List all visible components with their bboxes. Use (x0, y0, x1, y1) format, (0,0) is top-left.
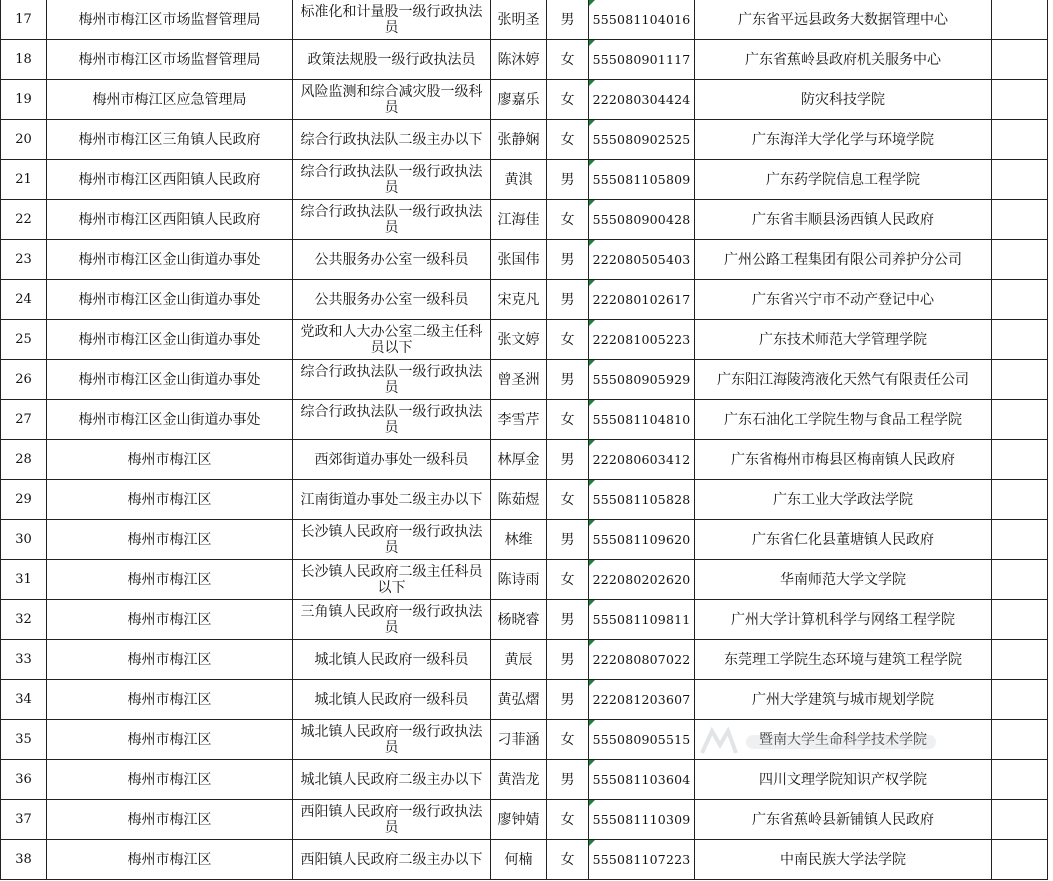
name-cell: 廖嘉乐 (491, 80, 547, 120)
workplace-cell: 广东省丰顺县汤西镇人民政府 (695, 200, 992, 240)
row-number-cell: 37 (1, 800, 47, 840)
position-cell (293, 480, 491, 520)
remark-cell (992, 0, 1048, 40)
name-cell: 张文婷 (491, 320, 547, 360)
workplace-cell: 广东省仁化县董塘镇人民政府 (695, 520, 992, 560)
unit-cell: 梅州市梅江区金山街道办事处 (47, 400, 293, 440)
unit-cell: 梅州市梅江区 (47, 680, 293, 720)
remark-cell (992, 400, 1048, 440)
table-row (1, 120, 1048, 160)
ticket-number-cell: 222080304424 (589, 80, 695, 120)
ticket-number-cell: 555081104810 (589, 400, 695, 440)
gender-cell: 女 (547, 840, 589, 880)
ticket-number-cell: 222080505403 (589, 240, 695, 280)
position-text: 西郊街道办事处一级科员 (314, 451, 469, 468)
row-number-cell: 18 (1, 40, 47, 80)
name-cell: 黄弘熠 (491, 680, 547, 720)
workplace-cell: 广州公路工程集团有限公司养护分公司 (695, 240, 992, 280)
ticket-number-cell: 222080603412 (589, 440, 695, 480)
gender-cell: 女 (547, 720, 589, 760)
name-cell: 李雪芹 (491, 400, 547, 440)
name-cell: 张静娴 (491, 120, 547, 160)
gender-cell: 女 (547, 120, 589, 160)
position-cell (293, 600, 491, 640)
position-text: 综合行政执法队二级主办以下 (300, 131, 483, 148)
table-row (1, 840, 1048, 880)
gender-cell: 男 (547, 280, 589, 320)
row-number-cell: 21 (1, 160, 47, 200)
remark-cell (992, 680, 1048, 720)
position-text: 综合行政执法队一级行政执法员 (300, 203, 483, 236)
gender-cell: 女 (547, 400, 589, 440)
ticket-number-cell: 222080807022 (589, 640, 695, 680)
name-cell: 何楠 (491, 840, 547, 880)
position-text: 综合行政执法队一级行政执法员 (300, 363, 483, 396)
ticket-number-cell: 222080102617 (589, 280, 695, 320)
name-cell: 黄浩龙 (491, 760, 547, 800)
ticket-number-cell: 222080202620 (589, 560, 695, 600)
ticket-number-cell: 222081005223 (589, 320, 695, 360)
unit-cell: 梅州市梅江区市场监督管理局 (47, 0, 293, 40)
position-text: 标准化和计量股一级行政执法员 (300, 3, 483, 36)
unit-cell: 梅州市梅江区 (47, 720, 293, 760)
position-cell (293, 800, 491, 840)
ticket-number-cell: 555081107223 (589, 840, 695, 880)
name-cell: 陈诗雨 (491, 560, 547, 600)
unit-cell: 梅州市梅江区金山街道办事处 (47, 280, 293, 320)
position-cell (293, 720, 491, 760)
name-cell: 陈茹煜 (491, 480, 547, 520)
name-cell: 杨晓睿 (491, 600, 547, 640)
table-row (1, 360, 1048, 400)
position-text: 政策法规股一级行政执法员 (307, 51, 476, 68)
gender-cell: 女 (547, 560, 589, 600)
workplace-cell: 暨南大学生命科学技术学院 (695, 720, 992, 760)
position-cell (293, 360, 491, 400)
gender-cell: 男 (547, 680, 589, 720)
position-text: 城北镇人民政府一级科员 (314, 651, 469, 668)
row-number-cell: 23 (1, 240, 47, 280)
ticket-number-cell: 555080900428 (589, 200, 695, 240)
remark-cell (992, 240, 1048, 280)
row-number-cell: 20 (1, 120, 47, 160)
workplace-cell: 广东省蕉岭县新铺镇人民政府 (695, 800, 992, 840)
name-cell: 陈沐婷 (491, 40, 547, 80)
gender-cell: 男 (547, 600, 589, 640)
gender-cell: 男 (547, 760, 589, 800)
remark-cell (992, 280, 1048, 320)
gender-cell: 男 (547, 520, 589, 560)
ticket-number-cell: 555081105809 (589, 160, 695, 200)
gender-cell: 女 (547, 40, 589, 80)
row-number-cell: 31 (1, 560, 47, 600)
remark-cell (992, 640, 1048, 680)
gender-cell: 女 (547, 800, 589, 840)
position-text: 三角镇人民政府一级行政执法员 (300, 603, 483, 636)
remark-cell (992, 560, 1048, 600)
position-text: 综合行政执法队一级行政执法员 (300, 403, 483, 436)
unit-cell: 梅州市梅江区西阳镇人民政府 (47, 200, 293, 240)
position-cell (293, 280, 491, 320)
ticket-number-cell: 555081103604 (589, 760, 695, 800)
position-cell (293, 640, 491, 680)
name-cell: 林维 (491, 520, 547, 560)
name-cell: 林厚金 (491, 440, 547, 480)
remark-cell (992, 520, 1048, 560)
position-cell (293, 160, 491, 200)
remark-cell (992, 840, 1048, 880)
position-cell (293, 680, 491, 720)
unit-cell: 梅州市梅江区 (47, 560, 293, 600)
position-text: 城北镇人民政府一级行政执法员 (300, 723, 483, 756)
row-number-cell: 29 (1, 480, 47, 520)
remark-cell (992, 760, 1048, 800)
table-row (1, 80, 1048, 120)
table-row (1, 640, 1048, 680)
unit-cell: 梅州市梅江区金山街道办事处 (47, 240, 293, 280)
table-row (1, 800, 1048, 840)
position-text: 风险监测和综合减灾股一级科员 (300, 83, 483, 116)
gender-cell: 女 (547, 80, 589, 120)
gender-cell: 男 (547, 0, 589, 40)
ticket-number-cell: 555081110309 (589, 800, 695, 840)
name-cell: 曾圣洲 (491, 360, 547, 400)
row-number-cell: 30 (1, 520, 47, 560)
row-number-cell: 35 (1, 720, 47, 760)
ticket-number-cell: 555081104016 (589, 0, 695, 40)
table-row (1, 560, 1048, 600)
position-cell (293, 0, 491, 40)
unit-cell: 梅州市梅江区 (47, 640, 293, 680)
gender-cell: 女 (547, 320, 589, 360)
row-number-cell: 34 (1, 680, 47, 720)
ticket-number-cell: 555081109620 (589, 520, 695, 560)
workplace-cell: 广东省兴宁市不动产登记中心 (695, 280, 992, 320)
position-cell (293, 520, 491, 560)
position-cell (293, 400, 491, 440)
workplace-cell: 华南师范大学文学院 (695, 560, 992, 600)
workplace-cell: 广东省平远县政务大数据管理中心 (695, 0, 992, 40)
unit-cell: 梅州市梅江区应急管理局 (47, 80, 293, 120)
table-row (1, 0, 1048, 40)
remark-cell (992, 160, 1048, 200)
gender-cell: 男 (547, 640, 589, 680)
table-body (1, 0, 1048, 880)
name-cell: 张国伟 (491, 240, 547, 280)
position-cell (293, 760, 491, 800)
remark-cell (992, 720, 1048, 760)
ticket-number-cell: 555080901117 (589, 40, 695, 80)
table-row (1, 320, 1048, 360)
name-cell: 黄淇 (491, 160, 547, 200)
table-row (1, 760, 1048, 800)
unit-cell: 梅州市梅江区 (47, 600, 293, 640)
unit-cell: 梅州市梅江区西阳镇人民政府 (47, 160, 293, 200)
remark-cell (992, 200, 1048, 240)
row-number-cell: 24 (1, 280, 47, 320)
workplace-cell: 广州大学建筑与城市规划学院 (695, 680, 992, 720)
remark-cell (992, 80, 1048, 120)
name-cell: 黄辰 (491, 640, 547, 680)
table-row (1, 600, 1048, 640)
position-text: 公共服务办公室一级科员 (314, 251, 469, 268)
position-text: 长沙镇人民政府二级主任科员以下 (300, 563, 483, 596)
workplace-cell: 广东省梅州市梅县区梅南镇人民政府 (695, 440, 992, 480)
workplace-cell: 广东海洋大学化学与环境学院 (695, 120, 992, 160)
gender-cell: 男 (547, 160, 589, 200)
unit-cell: 梅州市梅江区 (47, 840, 293, 880)
remark-cell (992, 360, 1048, 400)
table-row (1, 160, 1048, 200)
position-cell (293, 80, 491, 120)
position-text: 长沙镇人民政府一级行政执法员 (300, 523, 483, 556)
ticket-number-cell: 555080902525 (589, 120, 695, 160)
ticket-number-cell: 555081105828 (589, 480, 695, 520)
gender-cell: 男 (547, 240, 589, 280)
table-row (1, 200, 1048, 240)
gender-cell: 女 (547, 200, 589, 240)
position-cell (293, 320, 491, 360)
workplace-cell: 防灾科技学院 (695, 80, 992, 120)
table-row (1, 520, 1048, 560)
table-row (1, 480, 1048, 520)
position-text: 公共服务办公室一级科员 (314, 291, 469, 308)
workplace-cell: 广东技术师范大学管理学院 (695, 320, 992, 360)
position-text: 综合行政执法队一级行政执法员 (300, 163, 483, 196)
unit-cell: 梅州市梅江区 (47, 520, 293, 560)
remark-cell (992, 800, 1048, 840)
remark-cell (992, 480, 1048, 520)
position-cell (293, 240, 491, 280)
workplace-cell: 四川文理学院知识产权学院 (695, 760, 992, 800)
position-cell (293, 560, 491, 600)
remark-cell (992, 600, 1048, 640)
ticket-number-cell: 222081203607 (589, 680, 695, 720)
unit-cell: 梅州市梅江区金山街道办事处 (47, 320, 293, 360)
unit-cell: 梅州市梅江区 (47, 440, 293, 480)
table-row (1, 280, 1048, 320)
position-cell (293, 40, 491, 80)
row-number-cell: 33 (1, 640, 47, 680)
table-row (1, 680, 1048, 720)
table-row (1, 240, 1048, 280)
workplace-cell: 东莞理工学院生态环境与建筑工程学院 (695, 640, 992, 680)
unit-cell: 梅州市梅江区 (47, 800, 293, 840)
remark-cell (992, 120, 1048, 160)
position-cell (293, 440, 491, 480)
table-row (1, 40, 1048, 80)
row-number-cell: 19 (1, 80, 47, 120)
remark-cell (992, 320, 1048, 360)
gender-cell: 男 (547, 360, 589, 400)
workplace-cell: 广东石油化工学院生物与食品工程学院 (695, 400, 992, 440)
position-text: 西阳镇人民政府一级行政执法员 (300, 803, 483, 836)
remark-cell (992, 440, 1048, 480)
workplace-cell: 广东工业大学政法学院 (695, 480, 992, 520)
row-number-cell: 22 (1, 200, 47, 240)
table-row (1, 720, 1048, 760)
row-number-cell: 25 (1, 320, 47, 360)
position-text: 党政和人大办公室二级主任科员以下 (300, 323, 483, 356)
ticket-number-cell: 555081109811 (589, 600, 695, 640)
unit-cell: 梅州市梅江区 (47, 480, 293, 520)
position-text: 江南街道办事处二级主办以下 (300, 491, 483, 508)
position-cell (293, 120, 491, 160)
workplace-cell: 广州大学计算机科学与网络工程学院 (695, 600, 992, 640)
workplace-cell: 广东药学院信息工程学院 (695, 160, 992, 200)
workplace-cell: 广东阳江海陵湾液化天然气有限责任公司 (695, 360, 992, 400)
position-text: 城北镇人民政府一级科员 (314, 691, 469, 708)
name-cell: 张明圣 (491, 0, 547, 40)
ticket-number-cell: 555080905929 (589, 360, 695, 400)
position-text: 城北镇人民政府二级主办以下 (300, 771, 483, 788)
workplace-cell: 中南民族大学法学院 (695, 840, 992, 880)
name-cell: 江海佳 (491, 200, 547, 240)
table-row (1, 440, 1048, 480)
unit-cell: 梅州市梅江区 (47, 760, 293, 800)
unit-cell: 梅州市梅江区市场监督管理局 (47, 40, 293, 80)
name-cell: 廖钟婧 (491, 800, 547, 840)
row-number-cell: 38 (1, 840, 47, 880)
name-cell: 宋克凡 (491, 280, 547, 320)
row-number-cell: 27 (1, 400, 47, 440)
ticket-number-cell: 555080905515 (589, 720, 695, 760)
row-number-cell: 26 (1, 360, 47, 400)
row-number-cell: 32 (1, 600, 47, 640)
remark-cell (992, 40, 1048, 80)
gender-cell: 男 (547, 440, 589, 480)
position-text: 西阳镇人民政府二级主办以下 (300, 851, 483, 868)
row-number-cell: 28 (1, 440, 47, 480)
row-number-cell: 17 (1, 0, 47, 40)
name-cell: 刁菲涵 (491, 720, 547, 760)
workplace-cell: 广东省蕉岭县政府机关服务中心 (695, 40, 992, 80)
position-cell (293, 840, 491, 880)
unit-cell: 梅州市梅江区三角镇人民政府 (47, 120, 293, 160)
position-cell (293, 200, 491, 240)
gender-cell: 女 (547, 480, 589, 520)
unit-cell: 梅州市梅江区金山街道办事处 (47, 360, 293, 400)
row-number-cell: 36 (1, 760, 47, 800)
table-row (1, 400, 1048, 440)
